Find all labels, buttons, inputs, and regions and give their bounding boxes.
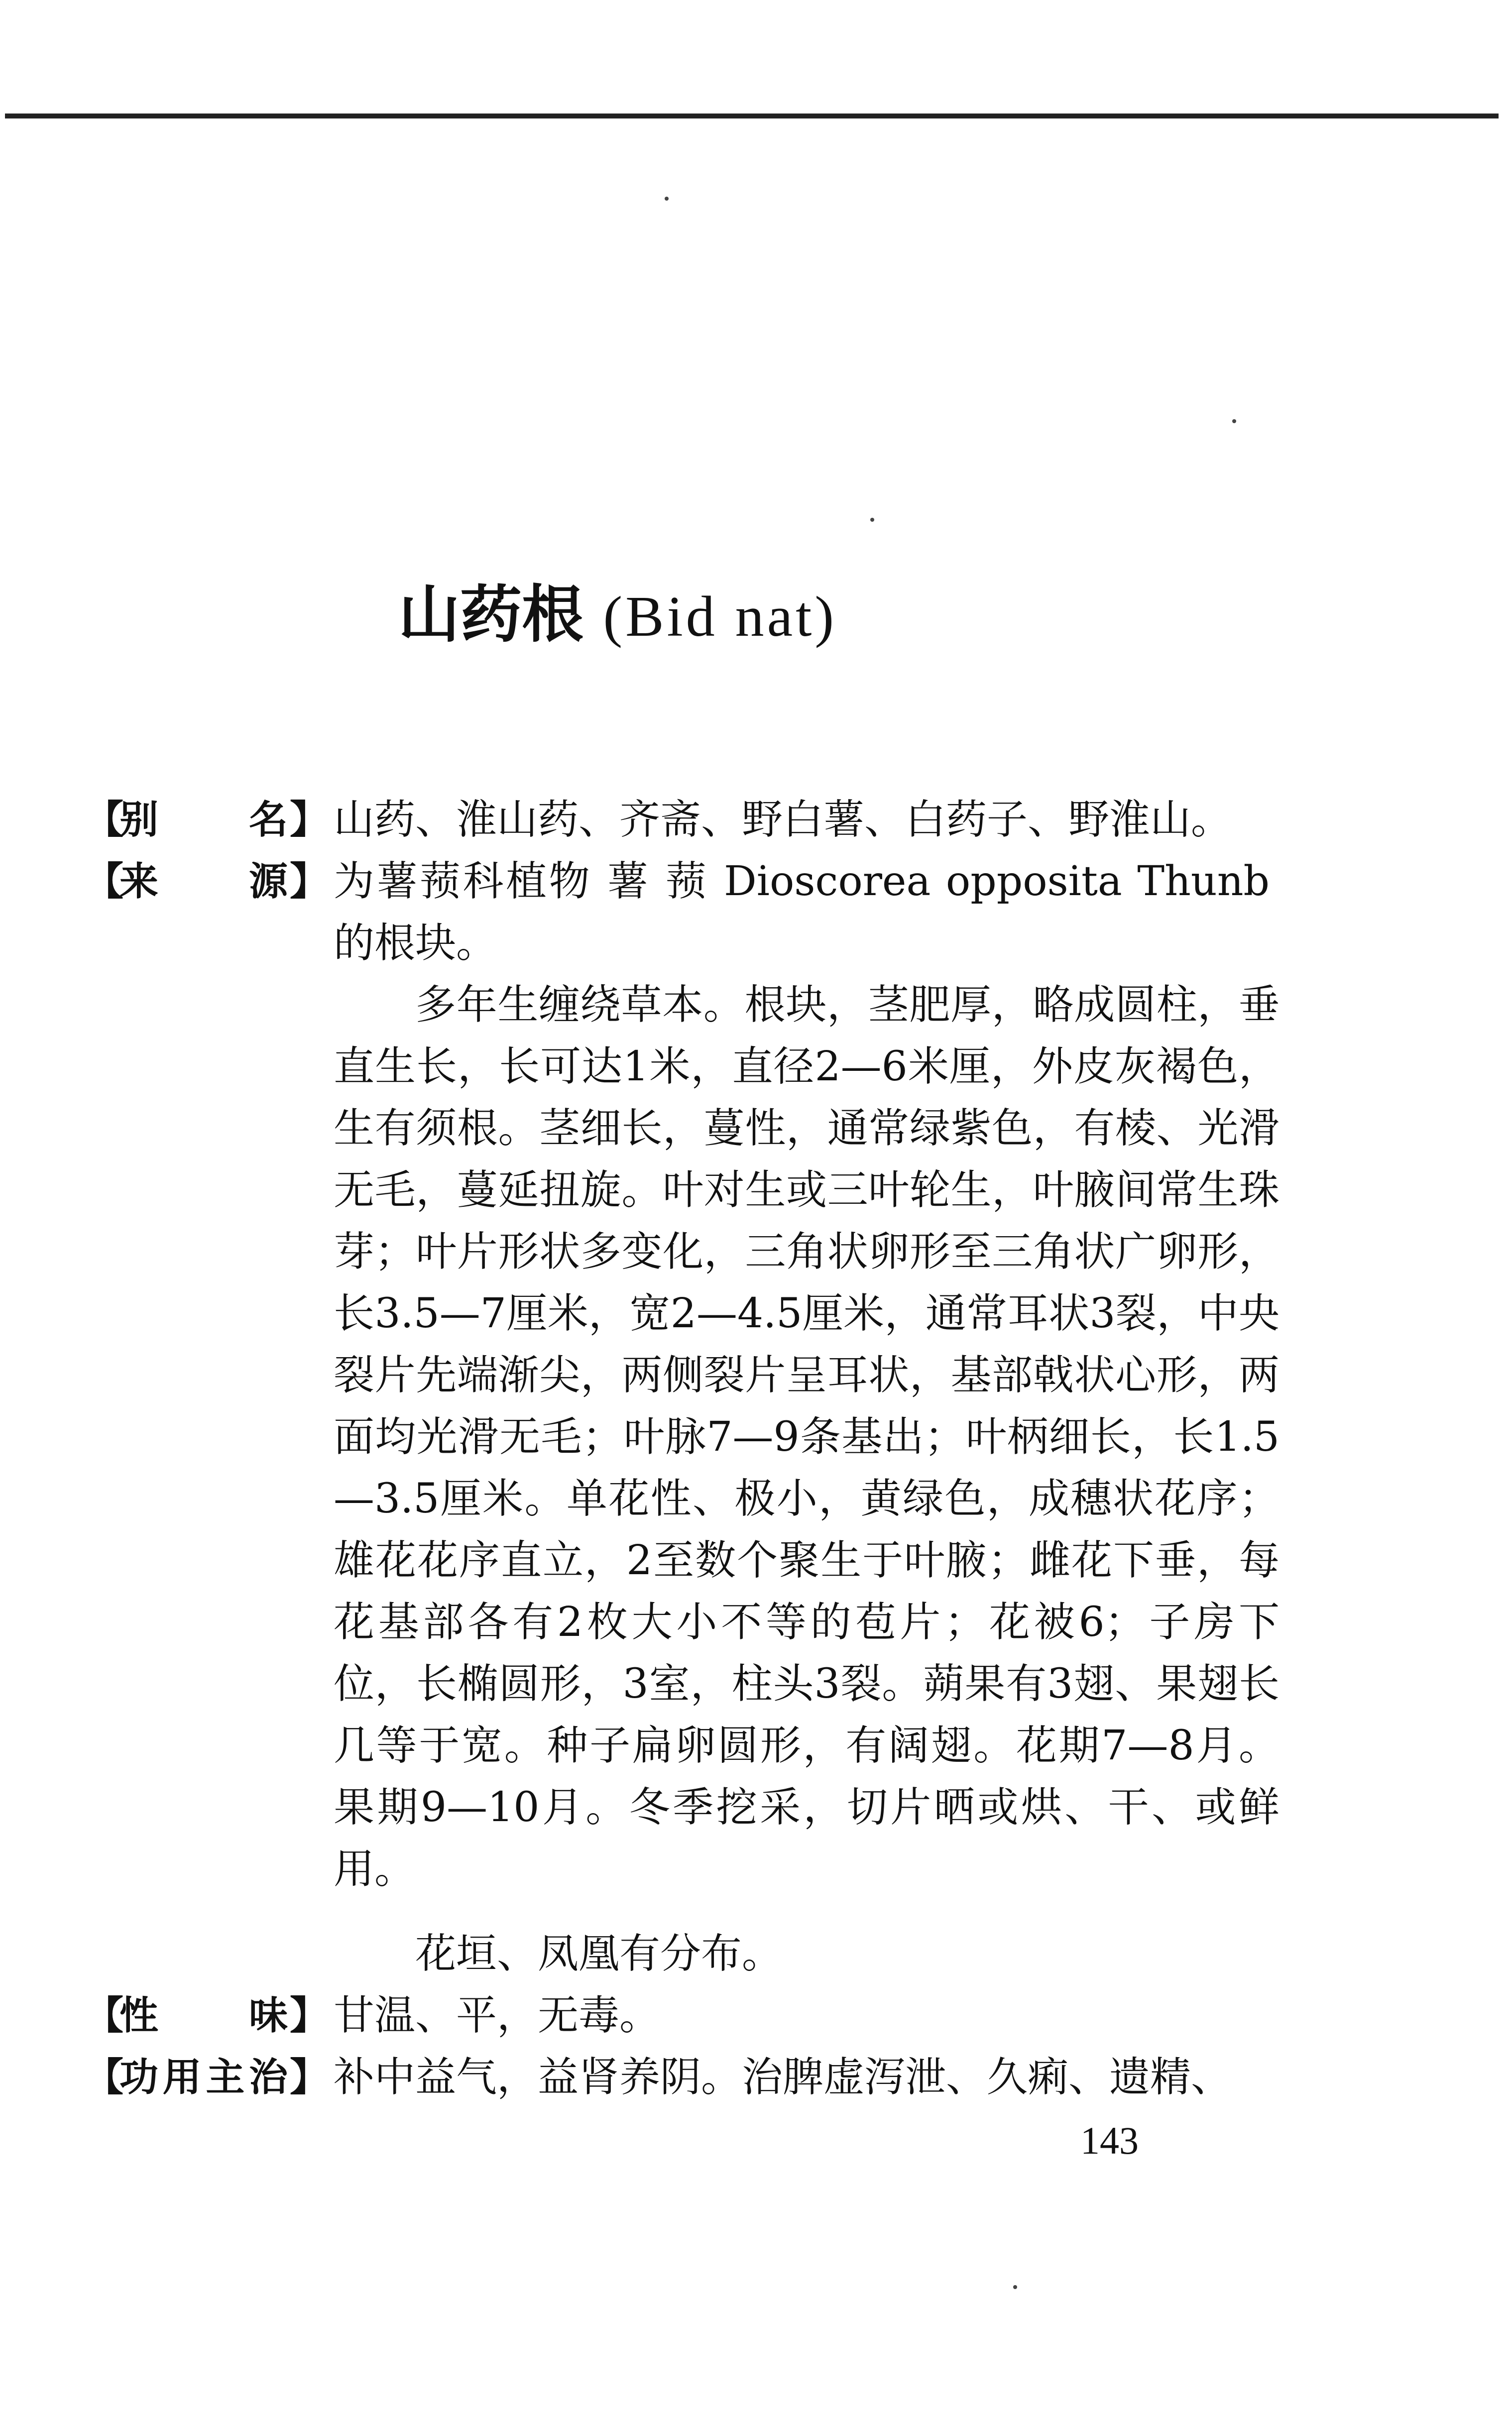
title-latin: (Bid nat)	[603, 585, 837, 649]
source-entry	[85, 851, 1279, 974]
scan-speck	[665, 197, 669, 201]
entry-value: 补中益气，益肾养阴。治脾虚泻泄、久痢、遗精、	[334, 2054, 1232, 2101]
distribution-paragraph: 花垣、凤凰有分布。	[415, 1930, 783, 1977]
bracket-close: 】	[289, 2055, 329, 2100]
bracket-open: 【	[85, 859, 124, 904]
label-char: 味	[248, 1993, 288, 2038]
entry-label	[85, 2047, 329, 2108]
alias-entry	[85, 789, 1279, 851]
label-char: 性	[119, 1993, 159, 2038]
entry-label	[85, 1985, 329, 2047]
label-char: 源	[248, 859, 288, 904]
description-paragraph: 多年生缠绕草本。根块，茎肥厚，略成圆柱，垂直生长，长可达1米，直径2—6米厘，外皮灰褐色，生有须根。茎细长，蔓性，通常绿紫色，有棱、光滑无毛，蔓延扭旋。叶对生或三叶轮生，叶腋间常生珠芽；叶片形状多变化，三角状卵形至三角状广卵形，长3.5—7厘米，宽2—4.5厘米，通常耳状3裂，中央裂片先端渐尖，两侧裂片呈耳状，基部戟状心形，两面均光滑无毛；叶脉7—9条基出；叶柄细长，长1.5—3.5厘米。单花性、极小，黄绿色，成穗状花序；雄花花序直立，2至数个聚生于叶腋；雌花下垂，每花基部各有2枚大小不等的苞片；花被6；子房下位，长椭圆形，3室，柱头3裂。蒴果有3翅、果翅长几等于宽。种子扁卵圆形，有阔翅。花期7—8月。果期9—10月。冬季挖采，切片晒或烘、干、或鲜用。	[334, 981, 1279, 1893]
top-rule	[5, 114, 1499, 118]
label-char: 来	[119, 859, 159, 904]
entry-label	[85, 851, 329, 913]
bracket-close: 】	[289, 798, 329, 842]
scan-speck	[1013, 2285, 1017, 2289]
title-chinese: 山药根	[398, 579, 584, 651]
bracket-close: 】	[289, 1993, 329, 2038]
page-title	[398, 573, 837, 659]
label-char: 名	[248, 798, 288, 842]
entry-value: 山药、淮山药、齐斋、野白薯、白药子、野淮山。	[334, 796, 1232, 843]
taste-entry	[85, 1985, 1279, 2047]
bracket-open: 【	[85, 2055, 124, 2100]
page-number: 143	[1080, 2119, 1139, 2162]
label-text: 功用主治	[119, 2055, 288, 2100]
scan-speck	[870, 518, 874, 522]
entry-value: 为薯蓣科植物 薯 蓣 Dioscorea opposita Thunb 的根块。	[334, 858, 1270, 967]
entry-value: 甘温、平，无毒。	[334, 1992, 661, 2039]
scan-speck	[1232, 419, 1236, 423]
bracket-open: 【	[85, 1993, 124, 2038]
entry-label	[85, 789, 329, 851]
bracket-open: 【	[85, 798, 124, 842]
bracket-close: 】	[289, 859, 329, 904]
label-char: 别	[119, 798, 159, 842]
function-entry	[85, 2047, 1279, 2108]
